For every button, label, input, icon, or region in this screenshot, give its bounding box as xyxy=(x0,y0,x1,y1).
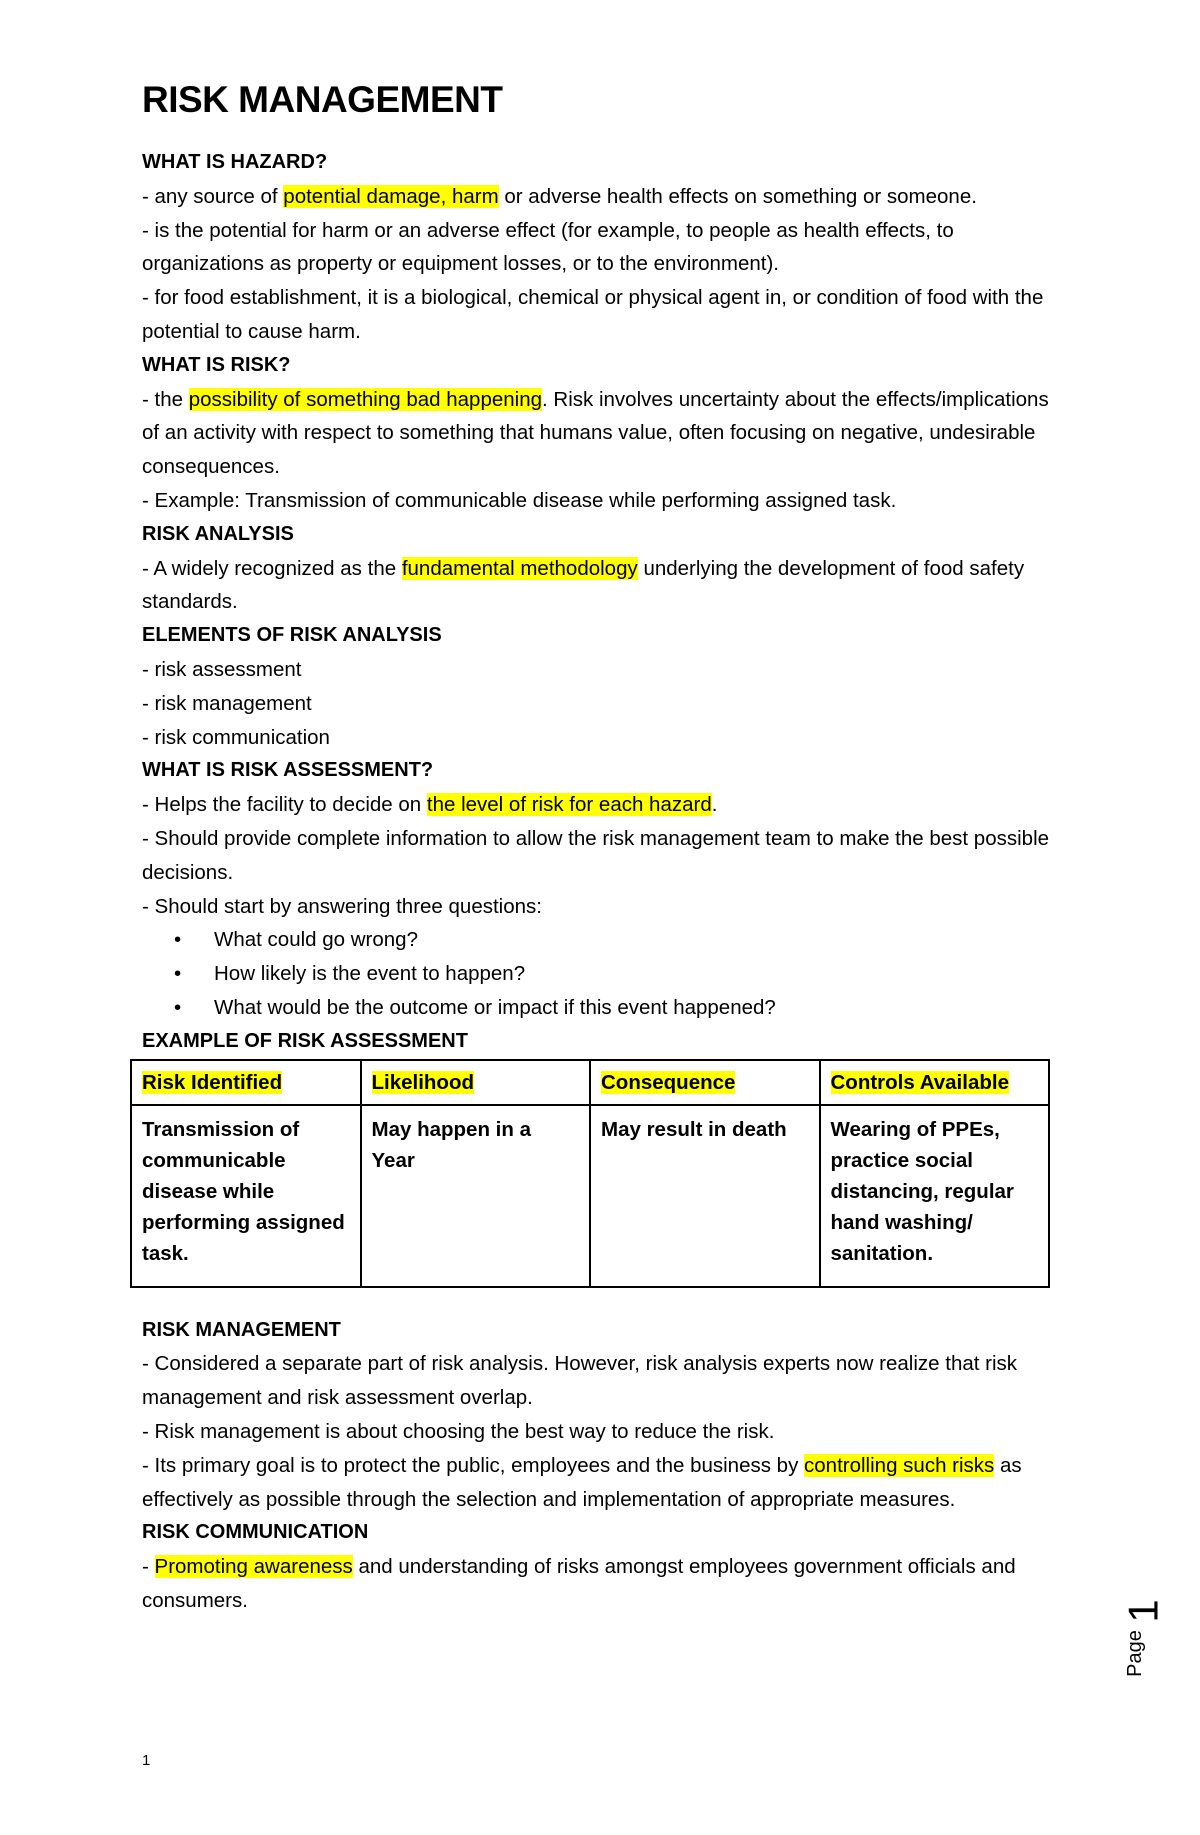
hazard-p1-text-a: - any source of xyxy=(142,184,284,208)
management-highlight: controlling such risks xyxy=(804,1453,995,1477)
table-header-row xyxy=(131,1060,1049,1105)
header-label: Consequence xyxy=(601,1070,736,1094)
table-cell: Transmission of communicable disease while performing assigned task. xyxy=(131,1105,361,1287)
communication-heading: RISK COMMUNICATION xyxy=(142,1521,369,1544)
management-heading: RISK MANAGEMENT xyxy=(142,1318,341,1341)
analysis-p1-text-a: - A widely recognized as the xyxy=(142,556,402,580)
hazard-paragraph-3: - for food establishment, it is a biological, chemical or physical agent in, or condition of food with the potential to cause harm. xyxy=(142,286,1044,343)
assessment-p1-text-b: . xyxy=(711,793,718,817)
bullet-icon: • xyxy=(174,995,182,1019)
list-item xyxy=(174,957,1062,991)
list-item xyxy=(174,991,1062,1025)
document-title: RISK MANAGEMENT xyxy=(142,79,503,120)
example-heading: EXAMPLE OF RISK ASSESSMENT xyxy=(142,1029,468,1052)
assessment-paragraph-2: - Should provide complete information to allow the risk management team to make the best possible decisions. xyxy=(142,826,1050,884)
spacer xyxy=(142,1288,1062,1314)
hazard-heading: WHAT IS HAZARD? xyxy=(142,151,328,173)
footer-page-number: 1 xyxy=(142,1752,151,1769)
risk-paragraph-1 xyxy=(142,383,1062,484)
assessment-heading: WHAT IS RISK ASSESSMENT? xyxy=(142,759,434,782)
risk-p1-text-b: . Risk involves uncertainty about the effects/implications of an activity with respect to something that humans value, often focusing on negative, undesirable consequences. xyxy=(142,387,1049,479)
management-p3-text-a: - Its primary goal is to protect the public, employees and the business by xyxy=(142,1453,805,1477)
elements-item: - risk management xyxy=(142,691,312,715)
document-page xyxy=(142,76,1062,1618)
management-paragraph-2: - Risk management is about choosing the best way to reduce the risk. xyxy=(142,1419,775,1443)
table-cell: May happen in a Year xyxy=(361,1105,591,1287)
hazard-highlight: potential damage, harm xyxy=(283,184,499,208)
management-p3-text-b: as effectively as possible through the selection and implementation of appropriate measures. xyxy=(142,1453,1022,1511)
question-text: What would be the outcome or impact if this event happened? xyxy=(214,995,776,1019)
analysis-heading: RISK ANALYSIS xyxy=(142,522,294,545)
elements-item: - risk assessment xyxy=(142,657,302,681)
assessment-paragraph-3: - Should start by answering three questions: xyxy=(142,894,542,918)
side-page-number: 1 xyxy=(1119,1599,1167,1623)
table-header-cell xyxy=(820,1060,1050,1105)
communication-p1-prefix: - xyxy=(142,1555,155,1579)
hazard-p1-text-b: or adverse health effects on something or someone. xyxy=(498,184,977,208)
risk-highlight: possibility of something bad happening xyxy=(188,387,543,411)
elements-heading: ELEMENTS OF RISK ANALYSIS xyxy=(142,624,442,647)
communication-highlight: Promoting awareness xyxy=(154,1555,353,1579)
assessment-highlight: the level of risk for each hazard xyxy=(426,793,712,817)
assessment-questions-list xyxy=(142,923,1062,1024)
analysis-p1-text-b: underlying the development of food safety standards. xyxy=(142,556,1025,614)
table-header-cell xyxy=(361,1060,591,1105)
hazard-paragraph-1 xyxy=(142,180,1062,214)
management-paragraph-1: - Considered a separate part of risk analysis. However, risk analysis experts now realize that risk management and risk assessment overlap. xyxy=(142,1352,1018,1410)
table-header-cell xyxy=(131,1060,361,1105)
header-label: Risk Identified xyxy=(142,1070,283,1094)
side-page-label: Page xyxy=(1123,1630,1146,1677)
table-cell: Wearing of PPEs, practice social distancing, regular hand washing/ sanitation. xyxy=(820,1105,1050,1287)
side-page-marker xyxy=(1119,1599,1184,1680)
question-text: How likely is the event to happen? xyxy=(214,962,526,986)
communication-paragraph-1 xyxy=(142,1550,1062,1618)
analysis-highlight: fundamental methodology xyxy=(401,556,638,580)
table-cell: May result in death xyxy=(590,1105,820,1287)
elements-item: - risk communication xyxy=(142,725,330,749)
risk-heading: WHAT IS RISK? xyxy=(142,353,291,376)
hazard-paragraph-2: - is the potential for harm or an adverse effect (for example, to people as health effects, to organizations as property or equipment losses, or to the environment). xyxy=(142,218,954,276)
header-label: Likelihood xyxy=(371,1070,474,1094)
risk-p1-text-a: - the xyxy=(142,387,189,411)
bullet-icon: • xyxy=(174,962,182,986)
table-header-cell xyxy=(590,1060,820,1105)
assessment-p1-text-a: - Helps the facility to decide on xyxy=(142,793,427,817)
header-label: Controls Available xyxy=(830,1070,1009,1094)
risk-paragraph-2: - Example: Transmission of communicable disease while performing assigned task. xyxy=(142,488,897,512)
question-text: What could go wrong? xyxy=(214,928,418,952)
assessment-paragraph-1 xyxy=(142,788,1062,822)
table-row xyxy=(131,1105,1049,1287)
bullet-icon: • xyxy=(174,928,182,952)
management-paragraph-3 xyxy=(142,1449,1062,1517)
risk-assessment-table xyxy=(130,1059,1050,1288)
communication-p1-text-b: and understanding of risks amongst employees government officials and consumers. xyxy=(142,1555,1016,1612)
analysis-paragraph-1 xyxy=(142,552,1062,620)
list-item xyxy=(174,923,1062,957)
